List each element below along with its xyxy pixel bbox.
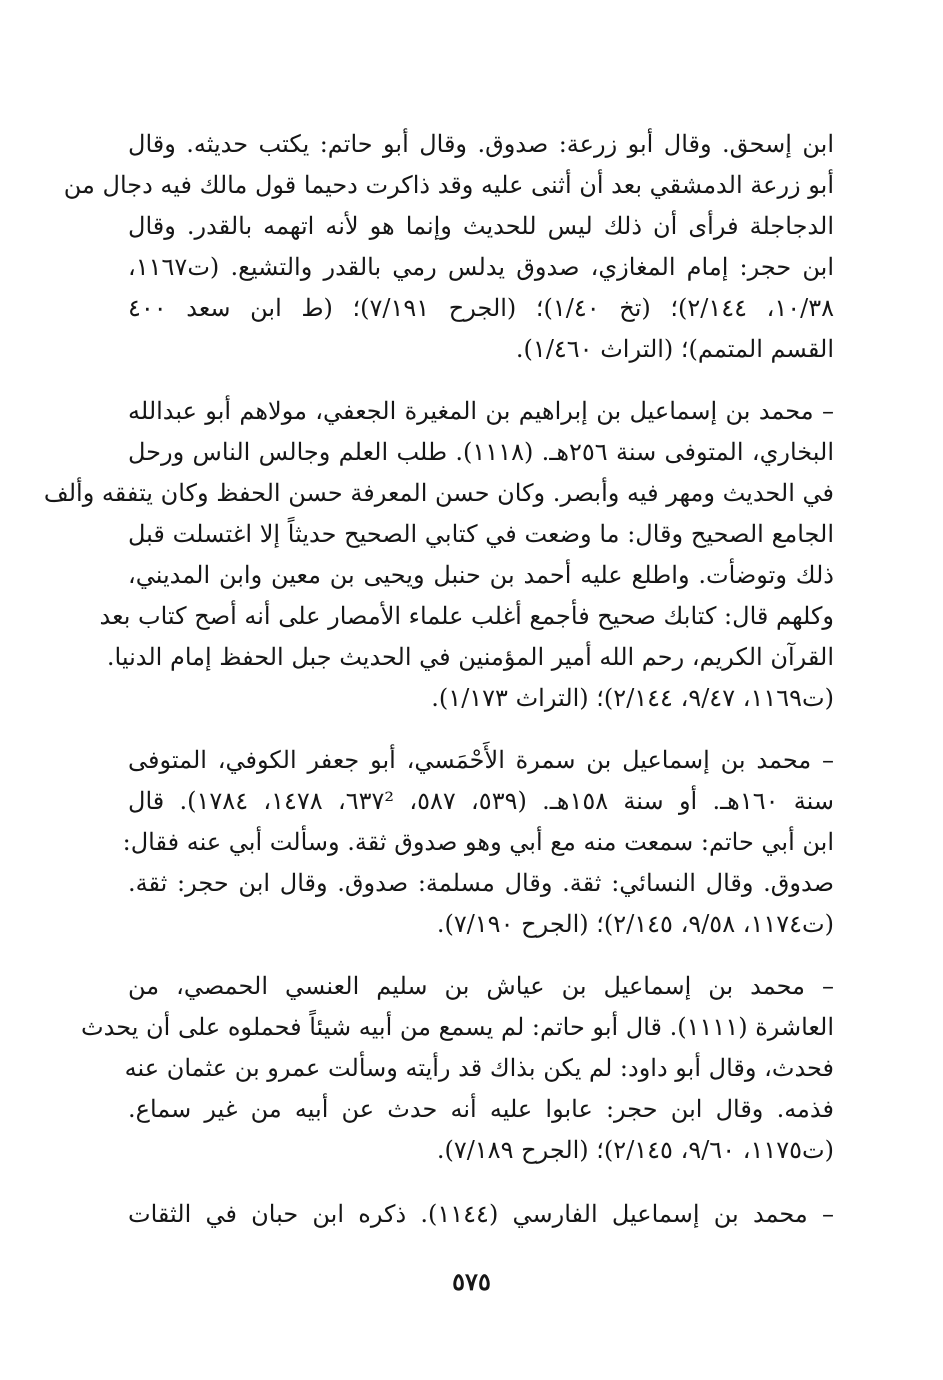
text-line: (ت١١٧٤، ٩/٥٨، ٢/١٤٥)؛ (الجرح ٧/١٩٠). <box>436 910 834 938</box>
text-line: أبو زرعة الدمشقي بعد أن أثنى عليه وقد ذاكرت دحيما قول مالك فيه دجال من <box>63 171 834 199</box>
text-line: فحدث، وقال أبو داود: لم يكن بذاك قد رأيته وسألت عمرو بن عثمان عنه <box>124 1054 834 1082</box>
biography-entry-farisi <box>128 1194 834 1235</box>
biography-entry-ahmasi <box>122 740 835 945</box>
text-line: البخاري، المتوفى سنة ٢٥٦هـ. (١١١٨). طلب العلم وجالس الناس ورحل <box>128 438 834 466</box>
text-line: – محمد بن إسماعيل بن عياش بن سليم العنسي الحمصي، من <box>128 972 834 1000</box>
text-line: ذلك وتوضأت. واطلع عليه أحمد بن حنبل ويحيى بن معين وابن المديني، <box>128 561 834 589</box>
page-number: ٥٧٥ <box>452 1267 491 1296</box>
text-line: فذمه. وقال ابن حجر: عابوا عليه أنه حدث عن أبيه من غير سماع. <box>128 1095 834 1123</box>
text-line: (ت١١٦٩، ٩/٤٧، ٢/١٤٤)؛ (التراث ١/١٧٣). <box>431 684 834 712</box>
text-line: في الحديث ومهر فيه وأبصر. وكان حسن المعرفة حسن الحفظ وكان يتفقه وألف <box>43 479 834 507</box>
biography-entry-ansi-himsi <box>81 966 834 1171</box>
text-line: القسم المتمم)؛ (التراث ١/٤٦٠). <box>515 335 834 363</box>
biography-entry-bukhari <box>43 391 834 719</box>
text-line: الجامع الصحيح وقال: ما وضعت في كتابي الصحيح حديثاً إلا اغتسلت قبل <box>128 520 834 548</box>
biography-entry-ibn-ishaq <box>63 124 835 370</box>
text-line: القرآن الكريم، رحم الله أمير المؤمنين في الحديث جبل الحفظ إمام الدنيا. <box>106 643 834 671</box>
text-line: العاشرة (١١١١). قال أبو حاتم: لم يسمع من أبيه شيئاً فحملوه على أن يحدث <box>81 1013 834 1041</box>
text-line: ١٠/٣٨، ٢/١٤٤)؛ (تخ ١/٤٠)؛ (الجرح ٧/١٩١)؛ (ط ابن سعد ٤٠٠ <box>128 294 835 322</box>
text-line: ابن إسحق. وقال أبو زرعة: صدوق. وقال أبو حاتم: يكتب حديثه. وقال <box>128 130 834 158</box>
text-line: (ت١١٧٥، ٩/٦٠، ٢/١٤٥)؛ (الجرح ٧/١٨٩). <box>436 1136 834 1164</box>
text-line: – محمد بن إسماعيل بن سمرة الأَحْمَسي، أبو جعفر الكوفي، المتوفى <box>128 746 834 774</box>
text-line: سنة ١٦٠هـ. أو سنة ١٥٨هـ. (٥٣٩، ٥٨٧، ٦٣٧²، ١٤٧٨، ١٧٨٤). قال <box>128 787 835 815</box>
text-line: صدوق. وقال النسائي: ثقة. وقال مسلمة: صدوق. وقال ابن حجر: ثقة. <box>128 869 834 897</box>
text-line: – محمد بن إسماعيل الفارسي (١١٤٤). ذكره ابن حبان في الثقات <box>128 1200 834 1228</box>
text-line: ابن حجر: إمام المغازي، صدوق يدلس رمي بالقدر والتشيع. (ت١١٦٧، <box>128 253 834 281</box>
text-line: ابن أبي حاتم: سمعت منه مع أبي وهو صدوق ثقة. وسألت أبي عنه فقال: <box>122 828 834 856</box>
text-line: وكلهم قال: كتابك صحيح فأجمع أغلب علماء الأمصار على أنه أصح كتاب بعد <box>99 602 834 630</box>
text-line: – محمد بن إسماعيل بن إبراهيم بن المغيرة الجعفي، مولاهم أبو عبدالله <box>128 397 834 425</box>
text-line: الدجاجلة فرأى أن ذلك ليس للحديث وإنما هو لأنه اتهمه بالقدر. وقال <box>128 212 834 240</box>
